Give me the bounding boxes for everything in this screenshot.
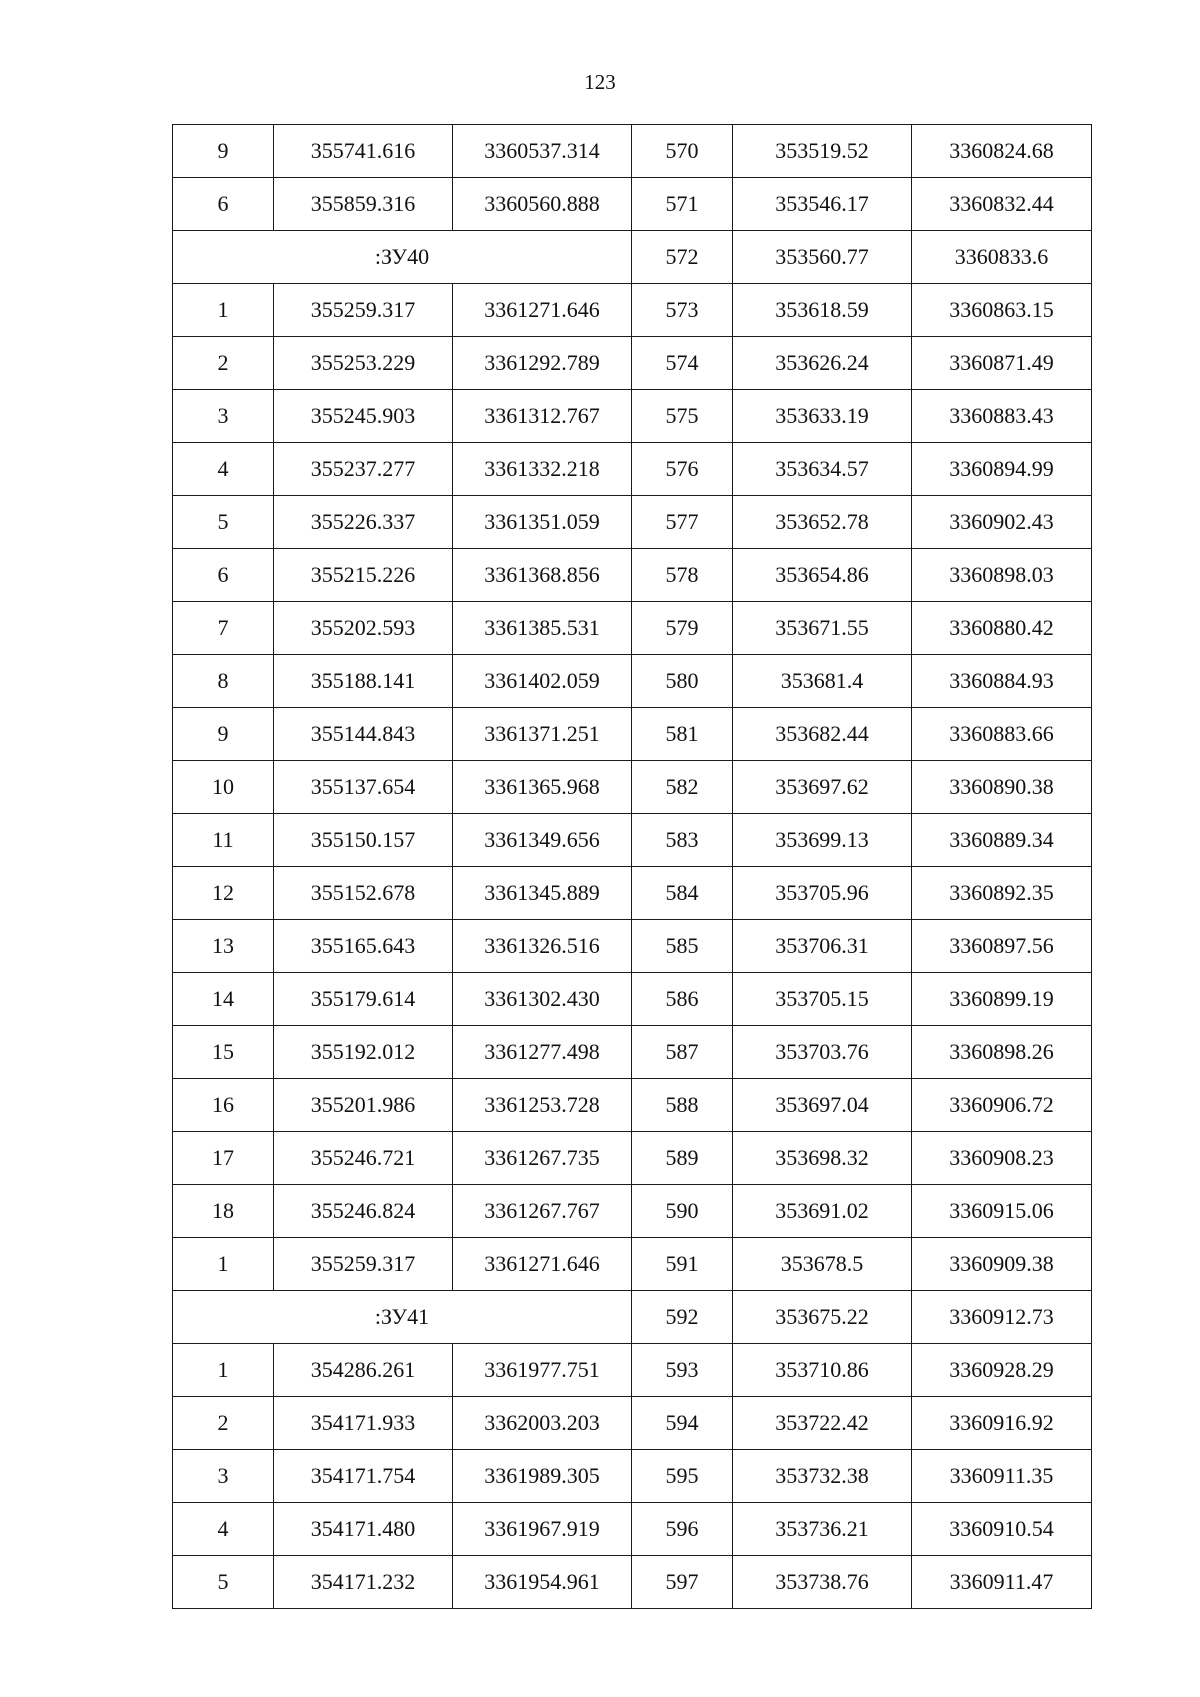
- left-x-coordinate: 355741.616: [274, 125, 453, 178]
- right-point-number: 571: [632, 178, 733, 231]
- left-point-number: 13: [173, 920, 274, 973]
- right-x-coordinate: 353682.44: [733, 708, 912, 761]
- table-row: [173, 178, 1092, 231]
- right-point-number: 572: [632, 231, 733, 284]
- left-y-coordinate: 3360560.888: [453, 178, 632, 231]
- right-x-coordinate: 353654.86: [733, 549, 912, 602]
- table-row: [173, 761, 1092, 814]
- left-point-number: 1: [173, 1238, 274, 1291]
- right-point-number: 589: [632, 1132, 733, 1185]
- right-point-number: 577: [632, 496, 733, 549]
- left-y-coordinate: 3361312.767: [453, 390, 632, 443]
- right-x-coordinate: 353681.4: [733, 655, 912, 708]
- right-y-coordinate: 3360889.34: [912, 814, 1092, 867]
- coordinates-table-body: [173, 125, 1092, 1609]
- left-x-coordinate: 355246.721: [274, 1132, 453, 1185]
- right-y-coordinate: 3360928.29: [912, 1344, 1092, 1397]
- right-x-coordinate: 353697.62: [733, 761, 912, 814]
- left-x-coordinate: 354171.933: [274, 1397, 453, 1450]
- right-x-coordinate: 353703.76: [733, 1026, 912, 1079]
- left-x-coordinate: 355150.157: [274, 814, 453, 867]
- left-point-number: 7: [173, 602, 274, 655]
- right-point-number: 576: [632, 443, 733, 496]
- right-x-coordinate: 353738.76: [733, 1556, 912, 1609]
- right-point-number: 587: [632, 1026, 733, 1079]
- left-x-coordinate: 355152.678: [274, 867, 453, 920]
- right-point-number: 588: [632, 1079, 733, 1132]
- left-x-coordinate: 354171.480: [274, 1503, 453, 1556]
- left-point-number: 10: [173, 761, 274, 814]
- page-number: 123: [584, 70, 616, 94]
- table-row: [173, 1238, 1092, 1291]
- table-row: [173, 549, 1092, 602]
- right-y-coordinate: 3360898.26: [912, 1026, 1092, 1079]
- table-row: [173, 443, 1092, 496]
- section-row: [173, 1291, 1092, 1344]
- right-point-number: 591: [632, 1238, 733, 1291]
- table-row: [173, 390, 1092, 443]
- right-y-coordinate: 3360890.38: [912, 761, 1092, 814]
- left-y-coordinate: 3361292.789: [453, 337, 632, 390]
- right-y-coordinate: 3360883.66: [912, 708, 1092, 761]
- right-x-coordinate: 353675.22: [733, 1291, 912, 1344]
- right-x-coordinate: 353678.5: [733, 1238, 912, 1291]
- right-point-number: 595: [632, 1450, 733, 1503]
- left-point-number: 4: [173, 443, 274, 496]
- right-y-coordinate: 3360906.72: [912, 1079, 1092, 1132]
- right-y-coordinate: 3360909.38: [912, 1238, 1092, 1291]
- left-y-coordinate: 3360537.314: [453, 125, 632, 178]
- left-point-number: 3: [173, 390, 274, 443]
- left-y-coordinate: 3361371.251: [453, 708, 632, 761]
- right-point-number: 582: [632, 761, 733, 814]
- left-point-number: 2: [173, 1397, 274, 1450]
- left-point-number: 16: [173, 1079, 274, 1132]
- left-x-coordinate: 355202.593: [274, 602, 453, 655]
- left-x-coordinate: 355245.903: [274, 390, 453, 443]
- left-point-number: 14: [173, 973, 274, 1026]
- right-y-coordinate: 3360899.19: [912, 973, 1092, 1026]
- right-x-coordinate: 353705.15: [733, 973, 912, 1026]
- table-row: [173, 125, 1092, 178]
- right-y-coordinate: 3360911.35: [912, 1450, 1092, 1503]
- left-y-coordinate: 3361351.059: [453, 496, 632, 549]
- right-y-coordinate: 3360880.42: [912, 602, 1092, 655]
- table-row: [173, 1344, 1092, 1397]
- left-x-coordinate: 355201.986: [274, 1079, 453, 1132]
- left-y-coordinate: 3361365.968: [453, 761, 632, 814]
- left-x-coordinate: 354171.754: [274, 1450, 453, 1503]
- left-x-coordinate: 355237.277: [274, 443, 453, 496]
- right-y-coordinate: 3360892.35: [912, 867, 1092, 920]
- table-row: [173, 973, 1092, 1026]
- right-point-number: 578: [632, 549, 733, 602]
- right-y-coordinate: 3360908.23: [912, 1132, 1092, 1185]
- left-y-coordinate: 3361253.728: [453, 1079, 632, 1132]
- right-x-coordinate: 353519.52: [733, 125, 912, 178]
- right-y-coordinate: 3360897.56: [912, 920, 1092, 973]
- table-row: [173, 867, 1092, 920]
- left-point-number: 3: [173, 1450, 274, 1503]
- left-point-number: 4: [173, 1503, 274, 1556]
- left-y-coordinate: 3361267.735: [453, 1132, 632, 1185]
- table-row: [173, 655, 1092, 708]
- right-point-number: 581: [632, 708, 733, 761]
- table-row: [173, 1503, 1092, 1556]
- left-y-coordinate: 3362003.203: [453, 1397, 632, 1450]
- left-y-coordinate: 3361977.751: [453, 1344, 632, 1397]
- right-y-coordinate: 3360915.06: [912, 1185, 1092, 1238]
- right-point-number: 594: [632, 1397, 733, 1450]
- right-point-number: 583: [632, 814, 733, 867]
- right-point-number: 596: [632, 1503, 733, 1556]
- left-y-coordinate: 3361345.889: [453, 867, 632, 920]
- left-x-coordinate: 355859.316: [274, 178, 453, 231]
- left-point-number: 6: [173, 178, 274, 231]
- left-x-coordinate: 355137.654: [274, 761, 453, 814]
- table-row: [173, 1079, 1092, 1132]
- right-y-coordinate: 3360898.03: [912, 549, 1092, 602]
- right-y-coordinate: 3360883.43: [912, 390, 1092, 443]
- right-x-coordinate: 353722.42: [733, 1397, 912, 1450]
- right-y-coordinate: 3360911.47: [912, 1556, 1092, 1609]
- table-row: [173, 284, 1092, 337]
- table-row: [173, 920, 1092, 973]
- right-x-coordinate: 353560.77: [733, 231, 912, 284]
- table-row: [173, 1132, 1092, 1185]
- right-x-coordinate: 353652.78: [733, 496, 912, 549]
- left-x-coordinate: 354171.232: [274, 1556, 453, 1609]
- table-row: [173, 1026, 1092, 1079]
- left-point-number: 1: [173, 1344, 274, 1397]
- table-row: [173, 496, 1092, 549]
- right-point-number: 584: [632, 867, 733, 920]
- left-point-number: 1: [173, 284, 274, 337]
- right-point-number: 592: [632, 1291, 733, 1344]
- left-point-number: 8: [173, 655, 274, 708]
- left-y-coordinate: 3361332.218: [453, 443, 632, 496]
- right-y-coordinate: 3360894.99: [912, 443, 1092, 496]
- left-y-coordinate: 3361349.656: [453, 814, 632, 867]
- right-y-coordinate: 3360884.93: [912, 655, 1092, 708]
- left-point-number: 18: [173, 1185, 274, 1238]
- coordinates-table: [172, 124, 1092, 1609]
- right-point-number: 574: [632, 337, 733, 390]
- left-x-coordinate: 355165.643: [274, 920, 453, 973]
- left-x-coordinate: 355226.337: [274, 496, 453, 549]
- left-x-coordinate: 355192.012: [274, 1026, 453, 1079]
- left-y-coordinate: 3361302.430: [453, 973, 632, 1026]
- table-row: [173, 1185, 1092, 1238]
- right-x-coordinate: 353705.96: [733, 867, 912, 920]
- right-x-coordinate: 353699.13: [733, 814, 912, 867]
- left-y-coordinate: 3361271.646: [453, 284, 632, 337]
- table-row: [173, 814, 1092, 867]
- right-x-coordinate: 353626.24: [733, 337, 912, 390]
- left-y-coordinate: 3361271.646: [453, 1238, 632, 1291]
- table-row: [173, 1556, 1092, 1609]
- left-point-number: 5: [173, 1556, 274, 1609]
- left-y-coordinate: 3361326.516: [453, 920, 632, 973]
- right-point-number: 590: [632, 1185, 733, 1238]
- right-y-coordinate: 3360824.68: [912, 125, 1092, 178]
- right-point-number: 597: [632, 1556, 733, 1609]
- left-y-coordinate: 3361277.498: [453, 1026, 632, 1079]
- left-x-coordinate: 355259.317: [274, 1238, 453, 1291]
- left-point-number: 12: [173, 867, 274, 920]
- right-y-coordinate: 3360910.54: [912, 1503, 1092, 1556]
- right-y-coordinate: 3360833.6: [912, 231, 1092, 284]
- right-x-coordinate: 353634.57: [733, 443, 912, 496]
- right-y-coordinate: 3360832.44: [912, 178, 1092, 231]
- left-point-number: 5: [173, 496, 274, 549]
- right-y-coordinate: 3360871.49: [912, 337, 1092, 390]
- table-row: [173, 1397, 1092, 1450]
- left-y-coordinate: 3361385.531: [453, 602, 632, 655]
- left-x-coordinate: 355259.317: [274, 284, 453, 337]
- right-x-coordinate: 353546.17: [733, 178, 912, 231]
- left-point-number: 9: [173, 125, 274, 178]
- left-point-number: 17: [173, 1132, 274, 1185]
- right-x-coordinate: 353691.02: [733, 1185, 912, 1238]
- left-x-coordinate: 355246.824: [274, 1185, 453, 1238]
- right-y-coordinate: 3360912.73: [912, 1291, 1092, 1344]
- right-x-coordinate: 353736.21: [733, 1503, 912, 1556]
- right-y-coordinate: 3360916.92: [912, 1397, 1092, 1450]
- left-point-number: 11: [173, 814, 274, 867]
- left-point-number: 15: [173, 1026, 274, 1079]
- left-y-coordinate: 3361954.961: [453, 1556, 632, 1609]
- right-y-coordinate: 3360902.43: [912, 496, 1092, 549]
- left-y-coordinate: 3361267.767: [453, 1185, 632, 1238]
- left-point-number: 2: [173, 337, 274, 390]
- right-y-coordinate: 3360863.15: [912, 284, 1092, 337]
- right-point-number: 585: [632, 920, 733, 973]
- left-x-coordinate: 355179.614: [274, 973, 453, 1026]
- left-x-coordinate: 355188.141: [274, 655, 453, 708]
- left-y-coordinate: 3361967.919: [453, 1503, 632, 1556]
- table-row: [173, 1450, 1092, 1503]
- right-point-number: 586: [632, 973, 733, 1026]
- right-point-number: 570: [632, 125, 733, 178]
- right-x-coordinate: 353633.19: [733, 390, 912, 443]
- right-point-number: 593: [632, 1344, 733, 1397]
- right-x-coordinate: 353618.59: [733, 284, 912, 337]
- table-row: [173, 708, 1092, 761]
- left-y-coordinate: 3361368.856: [453, 549, 632, 602]
- section-label: :ЗУ41: [173, 1291, 632, 1344]
- right-point-number: 575: [632, 390, 733, 443]
- left-y-coordinate: 3361402.059: [453, 655, 632, 708]
- section-row: [173, 231, 1092, 284]
- left-y-coordinate: 3361989.305: [453, 1450, 632, 1503]
- left-point-number: 9: [173, 708, 274, 761]
- right-x-coordinate: 353706.31: [733, 920, 912, 973]
- left-x-coordinate: 355215.226: [274, 549, 453, 602]
- table-row: [173, 602, 1092, 655]
- left-x-coordinate: 355144.843: [274, 708, 453, 761]
- right-point-number: 580: [632, 655, 733, 708]
- left-x-coordinate: 354286.261: [274, 1344, 453, 1397]
- right-x-coordinate: 353710.86: [733, 1344, 912, 1397]
- table-row: [173, 337, 1092, 390]
- right-x-coordinate: 353732.38: [733, 1450, 912, 1503]
- right-point-number: 573: [632, 284, 733, 337]
- right-x-coordinate: 353671.55: [733, 602, 912, 655]
- right-x-coordinate: 353698.32: [733, 1132, 912, 1185]
- right-point-number: 579: [632, 602, 733, 655]
- section-label: :ЗУ40: [173, 231, 632, 284]
- left-point-number: 6: [173, 549, 274, 602]
- right-x-coordinate: 353697.04: [733, 1079, 912, 1132]
- left-x-coordinate: 355253.229: [274, 337, 453, 390]
